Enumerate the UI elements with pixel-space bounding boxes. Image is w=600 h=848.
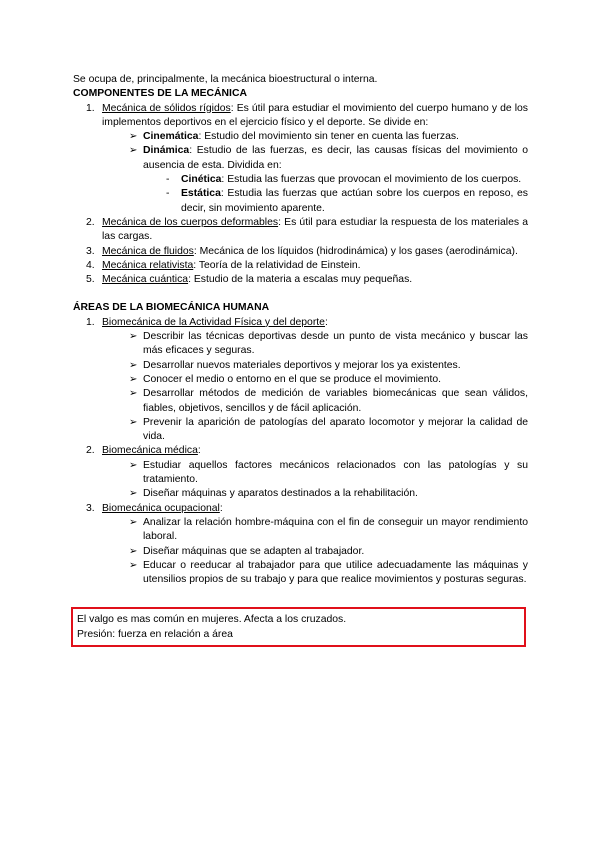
arrow-bullet-icon: ➢ (129, 416, 138, 428)
arrow-bullet-icon: ➢ (129, 331, 138, 343)
arrow-bullet-icon: ➢ (129, 559, 138, 571)
note-line: El valgo es mas común en mujeres. Afecta a los cruzados. (77, 614, 347, 626)
sub-list-item: ➢ Dinámica: Estudio de las fuerzas, es decir, las causas físicas del movimiento o ausencia de esta. Dividida en: (129, 145, 528, 171)
area-title: Biomecánica ocupacional (102, 502, 220, 514)
area-item: 3. Biomecánica ocupacional: (86, 502, 223, 514)
area-title: Biomecánica médica (102, 445, 198, 457)
section-heading-componentes: COMPONENTES DE LA MECÁNICA (73, 88, 247, 100)
area-bullet: ➢ Describir las técnicas deportivas desde un punto de vista mecánico y buscar las más eficaces y seguras. (129, 331, 528, 357)
arrow-bullet-icon: ➢ (129, 145, 138, 157)
area-item: 1. Biomecánica de la Actividad Física y del deporte: (86, 316, 328, 328)
arrow-bullet-icon: ➢ (129, 388, 138, 400)
area-bullet: ➢ Educar o reeducar al trabajador para que utilice adecuadamente las máquinas y utensilios propios de su trabajo y para que realice movimientos y posturas seguras. (129, 559, 528, 586)
area-title: Biomecánica de la Actividad Física y del deporte (102, 316, 325, 328)
area-bullet: ➢ Prevenir la aparición de patologías del aparato locomotor y mejorar la calidad de vida. (129, 416, 528, 443)
list-item: 2. Mecánica de los cuerpos deformables: Es útil para estudiar la respuesta de los materiales a las cargas. (86, 216, 528, 243)
arrow-bullet-icon: ➢ (129, 488, 138, 500)
area-bullet: ➢ Estudiar aquellos factores mecánicos relacionados con las patologías y su tratamiento. (129, 459, 528, 486)
arrow-bullet-icon: ➢ (129, 545, 138, 557)
term: Mecánica de los cuerpos deformables (102, 216, 279, 228)
section-heading-areas: ÁREAS DE LA BIOMECÁNICA HUMANA (73, 302, 270, 314)
list-item: 4. Mecánica relativista: Teoría de la relatividad de Einstein. (86, 259, 361, 271)
note-line: Presión: fuerza en relación a área (77, 628, 233, 640)
term: Mecánica de fluidos (102, 245, 194, 257)
sub-list-item: ➢ Cinemática: Estudio del movimiento sin tener en cuenta las fuerzas. (73, 130, 528, 144)
note-box (71, 607, 526, 647)
term: Mecánica de sólidos rígidos (102, 102, 231, 114)
list-item: 1. Mecánica de sólidos rígidos: Es útil para estudiar el movimiento del cuerpo humano y de los implementos deportivos en el ejercicio físico y el deporte. Se divide en: (86, 102, 528, 128)
term: Mecánica relativista (102, 259, 194, 271)
arrow-bullet-icon: ➢ (129, 373, 138, 385)
area-bullet: ➢ Diseñar máquinas que se adapten al trabajador. (73, 545, 528, 559)
area-bullet: ➢ Conocer el medio o entorno en el que se produce el movimiento. (73, 373, 528, 387)
list-item: 3. Mecánica de fluidos: Mecánica de los líquidos (hidrodinámica) y los gases (aerodinámica). (86, 245, 518, 257)
list-item: 5. Mecánica cuántica: Estudio de la materia a escalas muy pequeñas. (86, 274, 413, 286)
arrow-bullet-icon: ➢ (129, 516, 138, 528)
intro-text: Se ocupa de, principalmente, la mecánica bioestructural o interna. (73, 74, 378, 85)
subsub-list-item: - Estática: Estudia las fuerzas que actúan sobre los cuerpos en reposo, es decir, sin movimiento aparente. (166, 188, 528, 214)
dash-bullet: - (166, 174, 170, 186)
arrow-bullet-icon: ➢ (129, 131, 138, 143)
dash-bullet: - (166, 188, 170, 200)
area-item: 2. Biomecánica médica: (86, 445, 201, 457)
arrow-bullet-icon: ➢ (129, 459, 138, 471)
subsub-list-item: - Cinética: Estudia las fuerzas que provocan el movimiento de los cuerpos. (73, 173, 528, 187)
area-bullet: ➢ Diseñar máquinas y aparatos destinados a la rehabilitación. (73, 487, 528, 501)
term: Mecánica cuántica (102, 274, 189, 286)
arrow-bullet-icon: ➢ (129, 359, 138, 371)
area-bullet: ➢ Desarrollar métodos de medición de variables biomecánicas que sean válidos, fiables, objetivos, sencillos y de fácil aplicación. (129, 388, 528, 414)
area-bullet: ➢ Analizar la relación hombre-máquina con el fin de conseguir un mayor rendimiento laboral. (129, 516, 528, 543)
area-bullet: ➢ Desarrollar nuevos materiales deportivos y mejorar los ya existentes. (73, 359, 528, 373)
